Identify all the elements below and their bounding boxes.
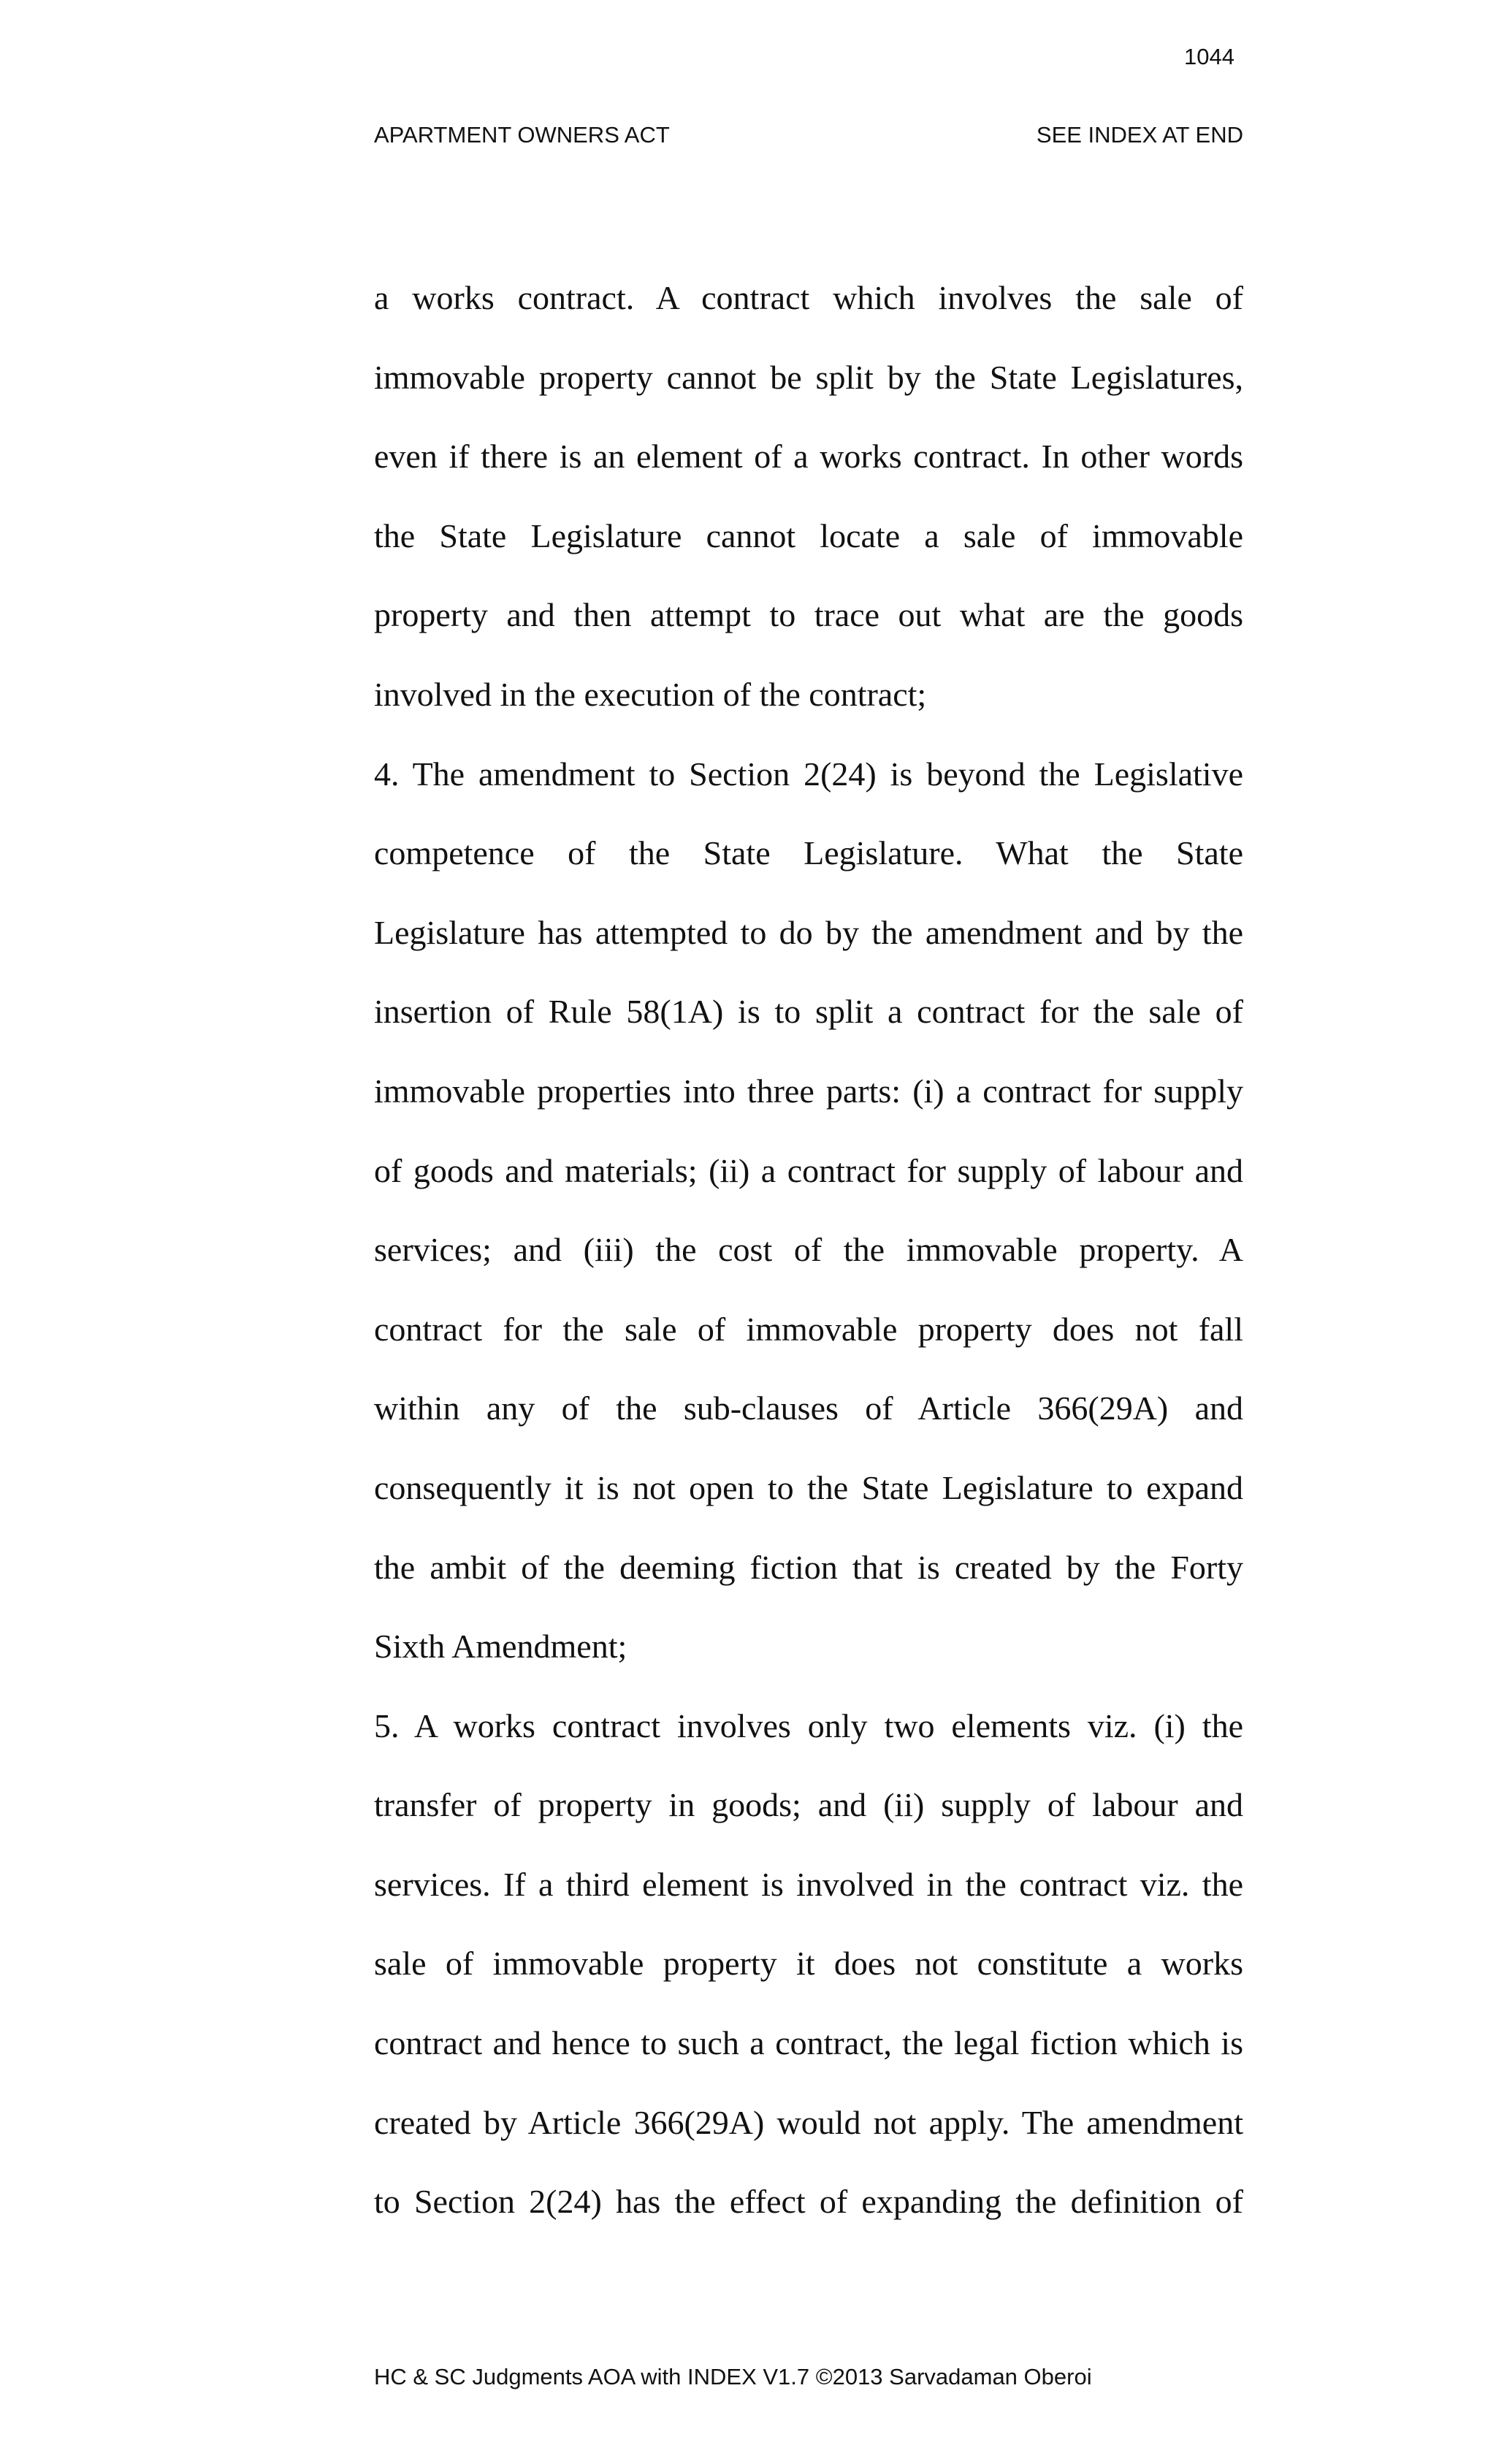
header-title: APARTMENT OWNERS ACT [374, 122, 670, 148]
page-footer: HC & SC Judgments AOA with INDEX V1.7 ©2013 Sarvadaman Oberoi [374, 2364, 1092, 2389]
text-line: immovable properties into three parts: (i) a contract for supply [374, 1072, 1243, 1110]
text-line: even if there is an element of a works contract. In other words [374, 438, 1243, 476]
text-line: involved in the execution of the contract; [374, 675, 927, 713]
text-line: contract for the sale of immovable property does not fall [374, 1310, 1243, 1348]
text-line: the ambit of the deeming fiction that is created by the Forty [374, 1548, 1243, 1586]
header-index-note: SEE INDEX AT END [1036, 122, 1243, 148]
text-line: Sixth Amendment; [374, 1628, 627, 1666]
text-line: Legislature has attempted to do by the amendment and by the [374, 913, 1243, 951]
text-line: to Section 2(24) has the effect of expanding the definition of [374, 2183, 1243, 2221]
text-line: consequently it is not open to the State Legislature to expand [374, 1468, 1243, 1506]
text-line: services. If a third element is involved in the contract viz. the [374, 1865, 1243, 1903]
text-line: immovable property cannot be split by the State Legislatures, [374, 358, 1243, 396]
running-header [374, 122, 1243, 148]
text-line: sale of immovable property it does not constitute a works [374, 1945, 1243, 1983]
text-line: property and then attempt to trace out what are the goods [374, 596, 1243, 634]
text-line: within any of the sub-clauses of Article 366(29A) and [374, 1389, 1243, 1427]
text-line: created by Article 366(29A) would not apply. The amendment [374, 2103, 1243, 2141]
body-text [374, 259, 1243, 2242]
text-line: the State Legislature cannot locate a sale of immovable [374, 516, 1243, 554]
text-line: a works contract. A contract which involves the sale of [374, 279, 1243, 316]
page-number: 1044 [1184, 44, 1234, 69]
text-line: competence of the State Legislature. What the State [374, 834, 1243, 872]
text-line: of goods and materials; (ii) a contract for supply of labour and [374, 1151, 1243, 1189]
text-line: 5. A works contract involves only two elements viz. (i) the [374, 1706, 1243, 1744]
text-line: 4. The amendment to Section 2(24) is beyond the Legislative [374, 755, 1243, 793]
text-line: contract and hence to such a contract, the legal fiction which is [374, 2024, 1243, 2062]
text-line: transfer of property in goods; and (ii) supply of labour and [374, 1786, 1243, 1824]
text-line: services; and (iii) the cost of the immovable property. A [374, 1231, 1243, 1269]
text-line: insertion of Rule 58(1A) is to split a contract for the sale of [374, 993, 1243, 1031]
